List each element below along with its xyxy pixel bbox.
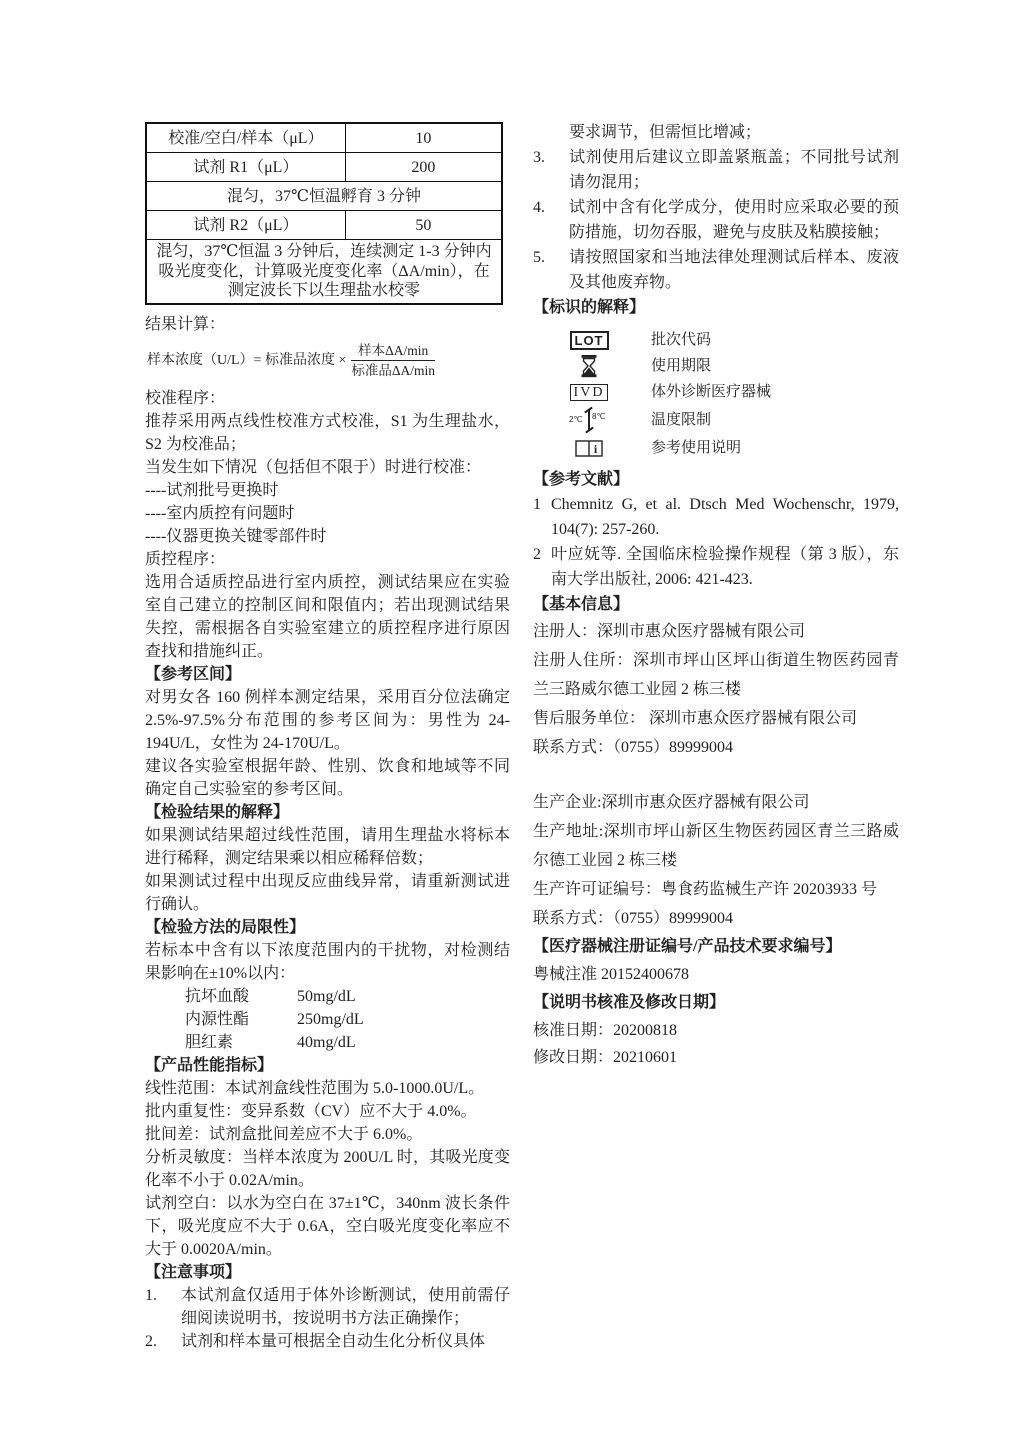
symbol-row bbox=[563, 327, 899, 353]
paragraph: 推荐采用两点线性校准方式校准，S1 为生理盐水，S2 为校准品； bbox=[145, 412, 510, 453]
left-column bbox=[145, 122, 510, 1353]
symbol-meaning: 批次代码 bbox=[651, 331, 712, 348]
dash-item: ----室内质控有问题时 bbox=[145, 504, 295, 522]
paragraph: 对男女各 160 例样本测定结果，采用百分位法确定 2.5%-97.5%分布范围的参考区间为：男性为 24-194U/L，女性为 24-170U/L。 bbox=[145, 688, 510, 752]
formula-numerator: 样本ΔA/min bbox=[351, 342, 435, 361]
modify-date-line: 修改日期：20210601 bbox=[533, 1049, 678, 1066]
temperature-limit-icon bbox=[569, 407, 609, 433]
registration-number: 粤械注准 20152400678 bbox=[533, 966, 690, 983]
section-heading-precautions: 【注意事项】 bbox=[145, 1263, 242, 1281]
lot-icon: LOT bbox=[570, 331, 609, 350]
symbol-row bbox=[563, 353, 899, 379]
symbol-meaning: 温度限制 bbox=[651, 411, 712, 428]
paragraph: 选用合适质控品进行室内质控，测试结果应在实验室自己建立的控制区间和限值内；若出现测试结果失控，需根据各自实验室建立的质控程序进行原因查找和措施纠正。 bbox=[145, 573, 510, 660]
item-text: 试剂中含有化学成分，使用时应采取必要的预防措施，切勿吞服，避免与皮肤及粘膜接触； bbox=[569, 199, 899, 241]
table-row bbox=[146, 211, 502, 240]
table-cell-label: 校准/空白/样本（μL） bbox=[146, 123, 345, 153]
section-heading-registration: 【医疗器械注册证编号/产品技术要求编号】 bbox=[533, 938, 842, 955]
after-sales-line: 售后服务单位： 深圳市惠众医疗器械有限公司 bbox=[533, 710, 858, 727]
symbol-row bbox=[563, 379, 899, 405]
hourglass-icon bbox=[563, 355, 615, 378]
section-heading-references: 【参考文献】 bbox=[533, 471, 630, 488]
approve-date-line: 核准日期：20200818 bbox=[533, 1022, 678, 1039]
paragraph: 批间差：试剂盒批间差应不大于 6.0%。 bbox=[145, 1125, 423, 1143]
item-number: 3. bbox=[533, 149, 545, 166]
paragraph: 批内重复性：变异系数（CV）应不大于 4.0%。 bbox=[145, 1102, 477, 1120]
table-row bbox=[146, 153, 502, 182]
numbered-item bbox=[145, 1284, 510, 1330]
numbered-item bbox=[533, 195, 899, 245]
formula-fraction bbox=[351, 342, 435, 379]
paragraph: 试剂空白：以水为空白在 37±1℃，340nm 波长条件下，吸光度应不大于 0.6A，空白吸光度变化率应不大于 0.0020A/min。 bbox=[145, 1194, 510, 1258]
numbered-item bbox=[145, 1330, 510, 1353]
paragraph: 如果测试过程中出现反应曲线异常，请重新测试进行确认。 bbox=[145, 872, 510, 913]
interferent-name: 内源性酯 bbox=[185, 1010, 250, 1028]
interferent-row bbox=[185, 1031, 510, 1054]
section-heading-reference-interval: 【参考区间】 bbox=[145, 665, 242, 683]
table-cell-label: 试剂 R1（μL） bbox=[146, 153, 345, 182]
reference-text: 叶应妩等. 全国临床检验操作规程（第 3 版），东南大学出版社, 2006: 421-423. bbox=[551, 546, 899, 588]
item-text: 请按照国家和当地法律处理测试后样本、废液及其他废弃物。 bbox=[569, 249, 899, 291]
item-text: 试剂和样本量可根据全自动生化分析仪具体 bbox=[181, 1332, 486, 1350]
section-heading-basic-info: 【基本信息】 bbox=[533, 596, 630, 613]
section-heading-symbols: 【标识的解释】 bbox=[533, 299, 646, 316]
contact-line: 联系方式：（0755）89999004 bbox=[533, 910, 734, 927]
reference-item bbox=[533, 492, 899, 542]
item-text: 试剂使用后建议立即盖紧瓶盖；不同批号试剂请勿混用； bbox=[569, 149, 899, 191]
reference-number: 2 bbox=[533, 546, 541, 563]
manufacturer-block bbox=[533, 788, 899, 933]
numbered-item bbox=[533, 245, 899, 295]
item-text: 本试剂盒仅适用于体外诊断测试，使用前需仔细阅读说明书，按说明书方法正确操作； bbox=[181, 1286, 510, 1327]
item-continuation: 要求调节，但需恒比增减； bbox=[569, 124, 762, 141]
consult-instructions-icon bbox=[563, 440, 615, 457]
section-heading-limitations: 【检验方法的局限性】 bbox=[145, 918, 306, 936]
table-cell-span: 混匀，37℃恒温孵育 3 分钟 bbox=[146, 182, 502, 211]
basic-info-block bbox=[533, 617, 899, 762]
registrant-line: 注册人：深圳市惠众医疗器械有限公司 bbox=[533, 623, 806, 640]
item-number: 4. bbox=[533, 199, 545, 216]
license-line: 生产许可证编号：粤食药监械生产许 20203933 号 bbox=[533, 881, 878, 898]
symbols-legend bbox=[563, 327, 899, 461]
table-row bbox=[146, 123, 502, 153]
table-cell-label: 试剂 R2（μL） bbox=[146, 211, 345, 240]
table-row bbox=[146, 240, 502, 304]
interferent-value: 250mg/dL bbox=[297, 1010, 364, 1028]
symbol-row bbox=[563, 435, 899, 461]
manufacture-address-line: 生产地址:深圳市坪山新区生物医药园区青兰三路威尔德工业园 2 栋三楼 bbox=[533, 823, 899, 869]
interferent-row bbox=[185, 985, 510, 1008]
formula-denominator: 标准品ΔA/min bbox=[351, 362, 436, 378]
registrant-address-line: 注册人住所：深圳市坪山区坪山街道生物医药园青兰三路威尔德工业园 2 栋三楼 bbox=[533, 652, 899, 698]
symbol-meaning: 使用期限 bbox=[651, 357, 712, 374]
svg-text:i: i bbox=[593, 441, 598, 456]
reference-item bbox=[533, 542, 899, 592]
interferent-row bbox=[185, 1008, 510, 1031]
calibration-heading: 校准程序： bbox=[145, 389, 226, 407]
procedure-table bbox=[145, 122, 503, 305]
paragraph: 分析灵敏度：当样本浓度为 200U/L 时，其吸光度变化率不小于 0.02A/min。 bbox=[145, 1148, 510, 1189]
result-calc-heading: 结果计算： bbox=[145, 315, 226, 333]
table-cell-note: 混匀，37℃恒温 3 分钟后，连续测定 1-3 分钟内吸光度变化，计算吸光度变化率（ΔA/min），在测定波长下以生理盐水校零 bbox=[146, 240, 502, 304]
result-formula bbox=[147, 342, 510, 379]
section-heading-performance: 【产品性能指标】 bbox=[145, 1056, 274, 1074]
dash-item: ----试剂批号更换时 bbox=[145, 481, 279, 499]
item-number: 2. bbox=[145, 1332, 157, 1350]
numbered-item bbox=[533, 145, 899, 195]
item-number: 5. bbox=[533, 249, 545, 266]
reference-text: Chemnitz G, et al. Dtsch Med Wochenschr, 1979, 104(7): 257-260. bbox=[551, 496, 899, 538]
interferent-name: 胆红素 bbox=[185, 1033, 234, 1051]
manufacturer-line: 生产企业:深圳市惠众医疗器械有限公司 bbox=[533, 794, 810, 811]
formula-lhs: 样本浓度（U/L）= 标准品浓度 × bbox=[147, 352, 347, 368]
ivd-icon: IVD bbox=[570, 384, 609, 401]
symbol-row bbox=[563, 405, 899, 435]
paragraph: 线性范围：本试剂盒线性范围为 5.0-1000.0U/L。 bbox=[145, 1079, 485, 1097]
paragraph: 当发生如下情况（包括但不限于）时进行校准： bbox=[145, 458, 482, 476]
section-heading-result-interpretation: 【检验结果的解释】 bbox=[145, 803, 290, 821]
table-cell-value: 50 bbox=[345, 211, 502, 240]
qc-heading: 质控程序： bbox=[145, 550, 226, 568]
symbol-meaning: 体外诊断医疗器械 bbox=[651, 383, 772, 400]
dash-item: ----仪器更换关键零部件时 bbox=[145, 527, 327, 545]
item-number: 1. bbox=[145, 1286, 157, 1304]
paragraph: 若标本中含有以下浓度范围内的干扰物，对检测结果影响在±10%以内： bbox=[145, 941, 510, 982]
interferent-value: 50mg/dL bbox=[297, 987, 356, 1005]
right-column bbox=[533, 120, 899, 1071]
section-heading-revision: 【说明书核准及修改日期】 bbox=[533, 994, 726, 1011]
interferent-name: 抗坏血酸 bbox=[185, 987, 250, 1005]
contact-line: 联系方式：（0755）89999004 bbox=[533, 739, 734, 756]
table-cell-value: 200 bbox=[345, 153, 502, 182]
reference-number: 1 bbox=[533, 496, 541, 513]
temp-high-label: 8℃ bbox=[592, 412, 606, 421]
paragraph: 如果测试结果超过线性范围，请用生理盐水将标本进行稀释，测定结果乘以相应稀释倍数； bbox=[145, 826, 510, 867]
symbol-meaning: 参考使用说明 bbox=[651, 439, 742, 456]
temp-low-label: 2℃ bbox=[569, 415, 583, 424]
table-cell-value: 10 bbox=[345, 123, 502, 153]
paragraph: 建议各实验室根据年龄、性别、饮食和地域等不同确定自己实验室的参考区间。 bbox=[145, 757, 510, 798]
table-row bbox=[146, 182, 502, 211]
interferent-value: 40mg/dL bbox=[297, 1033, 356, 1051]
